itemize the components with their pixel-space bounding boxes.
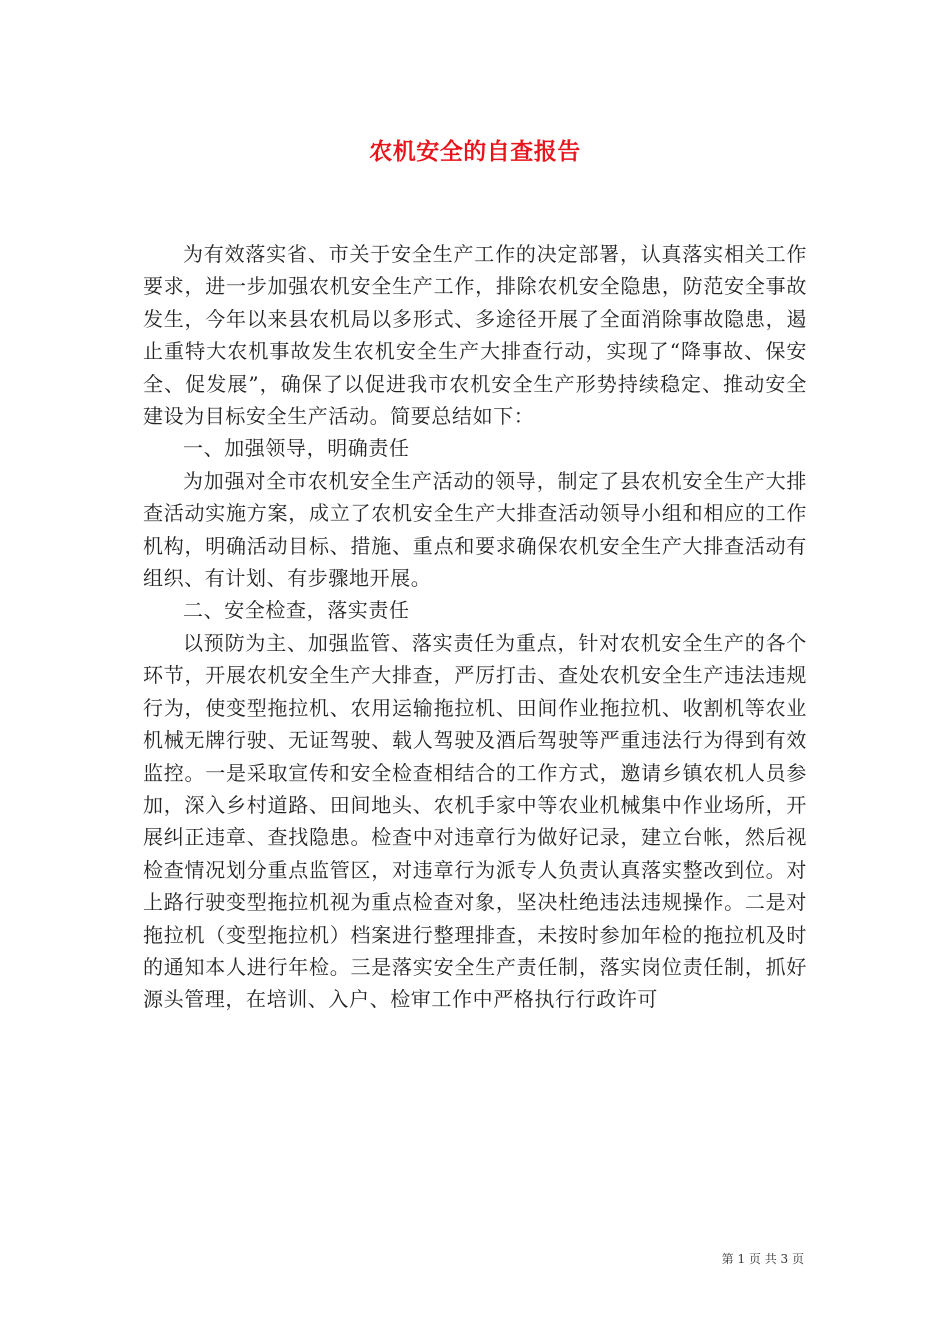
paragraph-section-2: 以预防为主、加强监管、落实责任为重点，针对农机安全生产的各个环节，开展农机安全生产大排查，严厉打击、查处农机安全生产违法违规行为，使变型拖拉机、农用运输拖拉机、田间作业拖拉机、收割机等农业机械无牌行驶、无证驾驶、载人驾驶及酒后驾驶等严重违法行为得到有效监控。一是采取宣传和安全检查相结合的工作方式，邀请乡镇农机人员参加，深入乡村道路、田间地头、农机手家中等农业机械集中作业场所，开展纠正违章、查找隐患。检查中对违章行为做好记录，建立台帐，然后视检查情况划分重点监管区，对违章行为派专人负责认真落实整改到位。对上路行驶变型拖拉机视为重点检查对象，坚决杜绝违法违规操作。二是对拖拉机（变型拖拉机）档案进行整理排查，未按时参加年检的拖拉机及时的通知本人进行年检。三是落实安全生产责任制，落实岗位责任制，抓好源头管理，在培训、入户、检审工作中严格执行行政许可 xyxy=(143,630,807,1012)
section-heading-2: 二、安全检查，落实责任 xyxy=(183,598,410,623)
document-title: 农机安全的自查报告 xyxy=(369,138,581,165)
paragraph-intro: 为有效落实省、市关于安全生产工作的决定部署，认真落实相关工作要求，进一步加强农机安全生产工作，排除农机安全隐患，防范安全事故发生，今年以来县农机局以多形式、多途径开展了全面消除事故隐患，遏止重特大农机事故发生农机安全生产大排查行动，实现了“降事故、保安全、促发展”，确保了以促进我市农机安全生产形势持续稳定、推动安全建设为目标安全生产活动。简要总结如下： xyxy=(143,242,807,429)
document-body xyxy=(143,238,807,1016)
page-number: 第 1 页 共 3 页 xyxy=(721,1252,804,1266)
section-heading-1: 一、加强领导，明确责任 xyxy=(183,436,410,461)
paragraph-section-1: 为加强对全市农机安全生产活动的领导，制定了县农机安全生产大排查活动实施方案，成立了农机安全生产大排查活动领导小组和相应的工作机构，明确活动目标、措施、重点和要求确保农机安全生产大排查活动有组织、有计划、有步骤地开展。 xyxy=(143,468,807,591)
